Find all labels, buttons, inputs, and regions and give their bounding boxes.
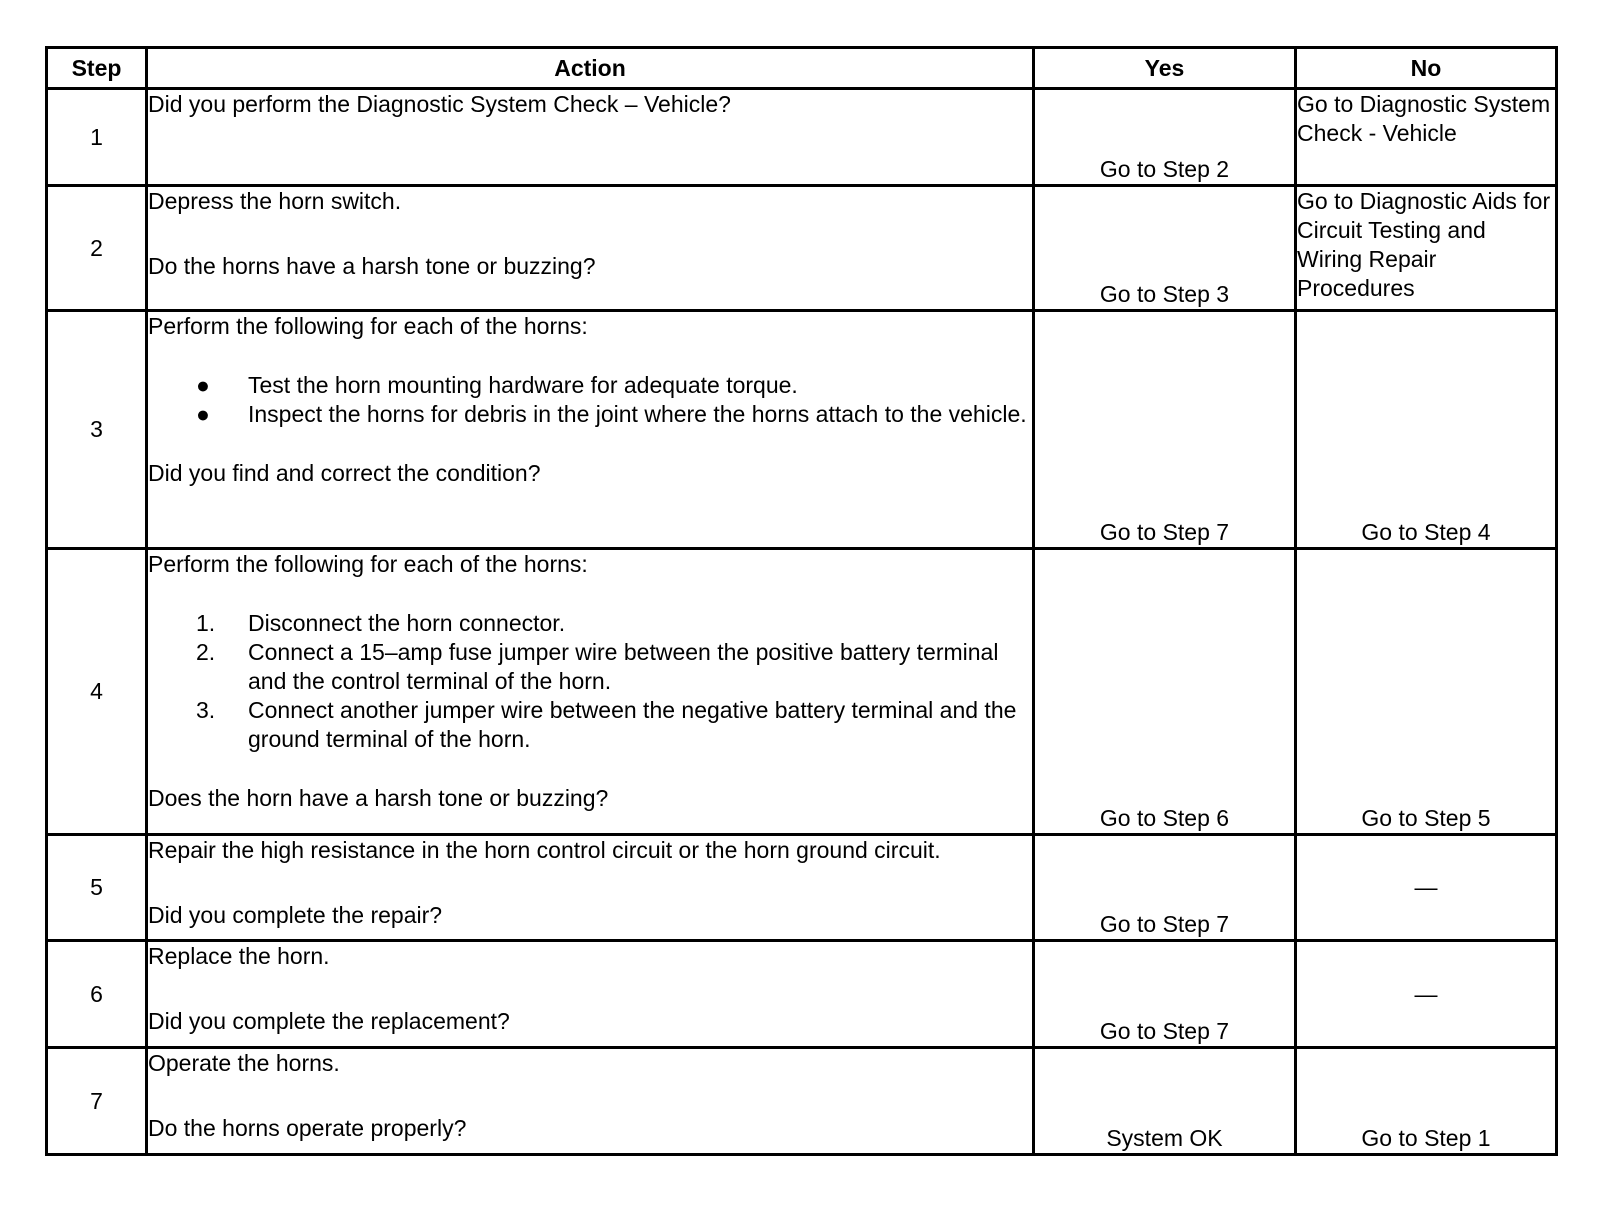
step-number: 7 xyxy=(47,1048,147,1155)
no-cell: Go to Step 1 xyxy=(1296,1048,1557,1155)
action-cell xyxy=(147,941,1034,1048)
action-question: Did you complete the repair? xyxy=(148,902,443,928)
action-text: Operate the horns. xyxy=(148,1050,340,1076)
action-question: Does the horn have a harsh tone or buzzing? xyxy=(148,785,609,811)
table-row xyxy=(47,89,1557,186)
step-number: 2 xyxy=(47,186,147,311)
action-text: Perform the following for each of the horns: xyxy=(148,313,588,339)
action-text: Replace the horn. xyxy=(148,943,330,969)
action-question: Do the horns have a harsh tone or buzzing? xyxy=(148,253,596,279)
numbered-list xyxy=(148,609,1032,754)
action-cell xyxy=(147,89,1034,186)
action-text: Repair the high resistance in the horn control circuit or the horn ground circuit. xyxy=(148,837,941,863)
header-action: Action xyxy=(147,48,1034,89)
yes-cell: Go to Step 2 xyxy=(1034,89,1296,186)
action-cell xyxy=(147,835,1034,941)
no-cell: — xyxy=(1296,941,1557,1048)
table-row xyxy=(47,941,1557,1048)
no-cell: Go to Diagnostic Aids for Circuit Testing and Wiring Repair Procedures xyxy=(1296,186,1557,311)
action-text: Depress the horn switch. xyxy=(148,188,402,214)
no-cell: Go to Step 5 xyxy=(1296,549,1557,835)
action-text: Perform the following for each of the horns: xyxy=(148,551,588,577)
bullet-list xyxy=(148,371,1032,429)
yes-cell: Go to Step 7 xyxy=(1034,311,1296,549)
action-cell xyxy=(147,549,1034,835)
header-row xyxy=(47,48,1557,89)
table-row xyxy=(47,1048,1557,1155)
action-cell xyxy=(147,1048,1034,1155)
step-number: 3 xyxy=(47,311,147,549)
header-yes: Yes xyxy=(1034,48,1296,89)
yes-cell: Go to Step 7 xyxy=(1034,835,1296,941)
table-row xyxy=(47,311,1557,549)
no-cell: — xyxy=(1296,835,1557,941)
table-row xyxy=(47,186,1557,311)
yes-cell: Go to Step 6 xyxy=(1034,549,1296,835)
step-number: 4 xyxy=(47,549,147,835)
table-row xyxy=(47,549,1557,835)
action-cell xyxy=(147,186,1034,311)
step-number: 1 xyxy=(47,89,147,186)
yes-cell: System OK xyxy=(1034,1048,1296,1155)
action-question: Did you complete the replacement? xyxy=(148,1008,510,1034)
step-number: 6 xyxy=(47,941,147,1048)
action-text: Did you perform the Diagnostic System Check – Vehicle? xyxy=(148,91,731,117)
action-cell xyxy=(147,311,1034,549)
step-number: 5 xyxy=(47,835,147,941)
no-cell: Go to Step 4 xyxy=(1296,311,1557,549)
yes-cell: Go to Step 3 xyxy=(1034,186,1296,311)
bullet-icon: ● xyxy=(196,372,210,398)
list-item: 2. Connect a 15–amp fuse jumper wire between the positive battery terminal and the control terminal of the horn. xyxy=(196,639,999,694)
action-question: Do the horns operate properly? xyxy=(148,1115,467,1141)
action-question: Did you find and correct the condition? xyxy=(148,460,541,486)
yes-cell: Go to Step 7 xyxy=(1034,941,1296,1048)
list-item: 1. Disconnect the horn connector. xyxy=(196,610,566,636)
list-item: 3. Connect another jumper wire between the negative battery terminal and the ground terminal of the horn. xyxy=(196,697,1017,752)
header-step: Step xyxy=(47,48,147,89)
list-item: ● Test the horn mounting hardware for adequate torque. xyxy=(196,372,798,398)
no-cell: Go to Diagnostic System Check - Vehicle xyxy=(1296,89,1557,186)
list-item: ● Inspect the horns for debris in the joint where the horns attach to the vehicle. xyxy=(196,401,1027,427)
bullet-icon: ● xyxy=(196,401,210,427)
table-row xyxy=(47,835,1557,941)
header-no: No xyxy=(1296,48,1557,89)
diagnostic-table xyxy=(45,46,1558,1156)
